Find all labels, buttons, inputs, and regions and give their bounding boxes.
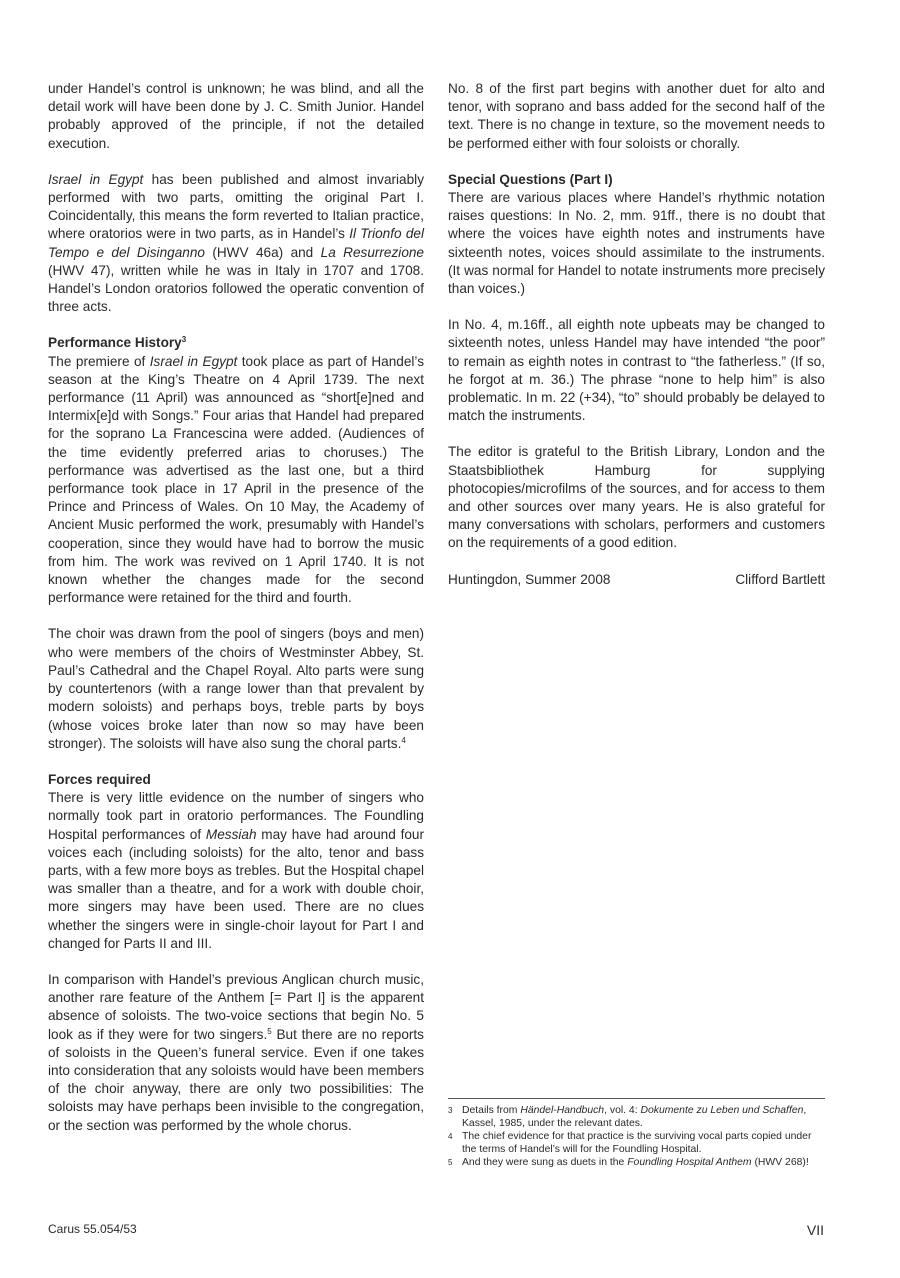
title-il-trionfo: Il Trionfo del Tempo e del Disinganno <box>48 226 424 260</box>
footnote-5: 5 And they were sung as duets in the Foundling Hospital Anthem (HWV 268)! <box>448 1157 809 1169</box>
heading-performance-history: Performance History$^3$ <box>48 335 187 351</box>
footnotes <box>448 1098 825 1171</box>
title-israel-in-egypt: Israel in Egypt <box>48 171 144 187</box>
place-date: Huntingdon, Summer 2008 <box>448 571 611 587</box>
paragraph-forces: There is very little evidence on the number of singers who normally took part in oratorio performances. The Foundling Hospital performances of Messiah may have had around four voices each (including soloists) for the alto, tenor and bass parts, with a few more boys as trebles. But the Hospital chapel was smaller than a theatre, and for a work with double choir, more singers may have been used. There are no clues whether the singers were in single-choir layout for Part I and changed for Parts II and III. <box>48 790 424 951</box>
footnote-4: 4 The chief evidence for that practice is the surviving vocal parts copied under the terms of Handel’s will for the Foundling Hospital. <box>448 1131 812 1155</box>
paragraph-no4: In No. 4, m.16ff., all eighth note upbeats may be changed to sixteenth notes, unless Handel may have intended “the poor” to remain as eighth notes in contrast to “the fatherless.” (If so, he forgot at m. 36.) The phrase “none to help him” is also problematic. In m. 22 (+34), “to” should probably be delayed to match the instruments. <box>448 317 825 424</box>
paragraph-special-questions: There are various places where Handel’s rhythmic notation raises questions: In No. 2, mm. 91ff., there is no doubt that where the voices have eighth notes and instruments have sixteenth notes, voices should assimilate to the instruments. (It was normal for Handel to notate instruments more precisely than voices.) <box>448 190 825 297</box>
catalog-number: Carus 55.054/53 <box>48 1222 137 1236</box>
footnote-ref-4: 4 <box>401 735 406 745</box>
heading-forces-required: Forces required <box>48 771 151 787</box>
footnote-ref-5: 5 <box>267 1026 272 1036</box>
paragraph-performance-history: The premiere of Israel in Egypt took place as part of Handel’s season at the King’s Theatre on 4 April 1739. The next performance (11 April) was announced as “short[e]ned and Intermix[e]d with Songs.” Four arias that Handel had prepared for the soprano La Francescina were added. (Audiences of the time evidently preferred arias to choruses.) The performance was advertised as the last one, but a third performance took place in 17 April in the presence of the Prince and Princess of Wales. On 10 May, the Academy of Ancient Music performed the work, presumably with Handel’s cooperation, since they would have had to borrow the music from him. The work was revived on 1 April 1740. It is not known whether the changes made for the second performance were retained for the third and fourth. <box>48 353 424 606</box>
footnote-ref-3: 3 <box>181 335 187 345</box>
paragraph-no8: No. 8 of the first part begins with another duet for alto and tenor, with soprano and bass added for the second half of the text. There is no change in texture, so the movement needs to be performed either with four soloists or chorally. <box>448 81 825 151</box>
title-la-resurrezione: La Resurrezione <box>320 244 424 260</box>
footnote-3: 3 Details from Händel-Handbuch, vol. 4: Dokumente zu Leben und Schaffen, Kassel, 1985, under the relevant dates. <box>448 1105 807 1129</box>
heading-special-questions: Special Questions (Part I) <box>448 171 613 187</box>
signature-line <box>448 571 825 589</box>
paragraph-two-parts: Israel in Egypt has been published and almost invariably performed with two parts, omitting the original Part I. Coincidentally, this means the form reverted to Italian practice, where oratorios were in two parts, as in Handel’s Il Trionfo del Tempo e del Disinganno (HWV 46a) and La Resurrezione (HWV 47), written while he was in Italy in 1707 and 1708. Handel’s London oratorios followed the operatic convention of three acts. <box>48 171 424 315</box>
page-number: VII <box>806 1222 824 1238</box>
left-column <box>48 80 424 1135</box>
right-column <box>448 80 825 589</box>
paragraph-comparison: In comparison with Handel’s previous Anglican church music, another rare feature of the Anthem [= Part I] is the apparent absence of soloists. The two-voice sections that begin No. 5 look as if they were for two singers.$^5$ But there are no reports of soloists in the Queen’s funeral service. Even if one takes into consideration that any soloists would have been members of the choir anyway, there are only two possibilities: The soloists may have perhaps been invisible to the congregation, or the section was performed by the whole chorus. <box>48 971 424 1133</box>
author-name: Clifford Bartlett <box>735 571 825 587</box>
paragraph-detail-work: under Handel’s control is unknown; he was blind, and all the detail work will have been done by J. C. Smith Junior. Handel probably approved of the principle, if not the detailed execution. <box>48 81 424 151</box>
paragraph-acknowledgements: The editor is grateful to the British Library, London and the Staatsbibliothek Hamburg for supplying photocopies/microfilms of the sources, and for access to them and other sources over many years. He is also grateful for many conversations with scholars, performers and customers on the requirements of a good edition. <box>448 444 825 551</box>
paragraph-choir: The choir was drawn from the pool of singers (boys and men) who were members of the choirs of Westminster Abbey, St. Paul’s Cathedral and the Chapel Royal. Alto parts were sung by countertenors (with a range lower than that prevalent by modern soloists) and perhaps boys, treble parts by boys (whose voices broke later than now so may have been stronger). The soloists will have also sung the choral parts.$^4$ <box>48 626 424 751</box>
